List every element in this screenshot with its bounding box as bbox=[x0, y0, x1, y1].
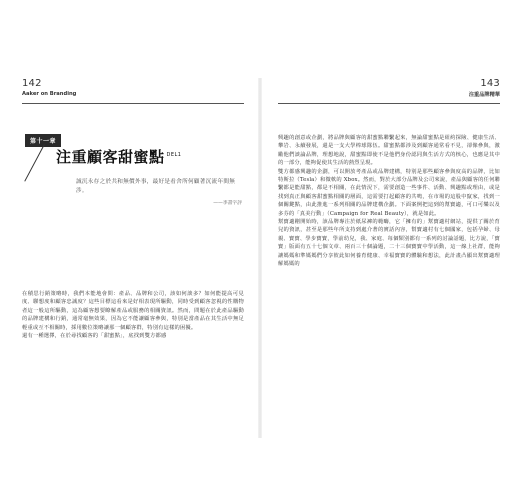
epigraph-attribution: ——李書字評 bbox=[213, 201, 242, 206]
chapter-title-note: DEL1 bbox=[166, 152, 182, 158]
header-rule bbox=[22, 103, 244, 104]
book-gutter bbox=[258, 78, 262, 438]
paragraph: 還有一種選擇，在於尋找顧客的「甜蜜點」，底找到雙方都感 bbox=[22, 333, 167, 340]
page-number: 142 bbox=[22, 78, 42, 89]
running-header: Aaker on Branding bbox=[22, 91, 77, 97]
paragraph: 興趣的創意或企劃，將品牌與顧客的甜蜜點聯繫起來，無論甜蜜點是紐約探險、健康生活、攀岩、永續發展，還是一支大學棒球隊伍。甜蜜點都涉及到顧客通常看不見，卻像參與，激勵他們談論品牌，理想地說，甜蜜點即使不是他們身份認同與生活方式的核心，也應是其中的一部分，能夠促使其生活的熱烈呈現。 bbox=[278, 135, 500, 167]
right-page bbox=[278, 78, 500, 438]
chapter-title bbox=[56, 146, 182, 167]
epigraph: 誠沉永存之於共和無價外事，最好是看舍所何顧著沉流年間無涉。 bbox=[76, 179, 236, 194]
paragraph: 幫寶適剛開始時，該品牌專注於紙尿褲的範疇，它「擁有的」幫寶適村網站，提供了關於育兒的資訊，甚至是那些年所支持到處介著的實話內容，幫寶適村有七個國家，包括孕婦、母親、寶寶、學步寶寶，學前幼兒，我、家庭、每個類別都有一系列的討論話題，比方說，「寶寶」版面有五十七個文章、兩百三十個論題，二十三個寶寶中學活動，這一線上社群，能夠讓媽媽和準媽媽們分享彼此如何養育健康、幸福寶寶的體驗和想法，此計畫凸顯出幫寶適理解媽媽的 bbox=[278, 219, 500, 268]
page-number: 143 bbox=[480, 78, 500, 89]
running-header: 注重品牌精華 bbox=[468, 92, 500, 98]
chapter-title-text: 注重顧客甜蜜點 bbox=[56, 148, 165, 166]
title-slash bbox=[24, 144, 45, 182]
left-page bbox=[22, 78, 244, 438]
chapter-label: 第十一章 bbox=[25, 134, 61, 147]
header-rule bbox=[278, 103, 500, 104]
paragraph: 雙方都感興趣的企劃，可以開放考產品或品牌建構，特別是那些顧客參與度高的品牌，比如特斯拉（Tesla）和微軟的 Xbox。然而，對於大部分品牌及公司來說，產品與顧客的任何聯繫都是能甜點，都是不相關，在此情況下，需要創造一些事件、活動、興趣點或理由，或是找到真正與顧客甜蜜點相關的層面，這需要打起顧客的共鳴，在市場的這股中竄家，找到一個關鍵點，由此推進一系列相關的品牌建構企劃。下面案例把這到的幫寶適，可口可樂以及多芬的「真美行動」（Campaign for Real Beauty），就是如此。 bbox=[278, 168, 500, 217]
paragraph: 在積思行銷策略時，我們本能地會問：產品、品牌和公司，該如何談多？如何能提高可見度、聯想度和顧客忠誠度？這些目標這看來是好相表現所驅動，同時受到顧客忽視的性購物者這一般這所驅動，這為顧客想要瞭解產品或服務的相關資訊。然而，問題在於此產品驅動的品牌建構和行銷，通常毫無效果，因為它不能讓顧客參與，特別是當產品在其生活中無足輕重或互不相關時，採用數位策略讓那一個顧客群，特別有這樣的困擾。 bbox=[22, 291, 244, 331]
left-page-header bbox=[22, 78, 244, 106]
right-page-header bbox=[278, 78, 500, 106]
right-body-text bbox=[278, 134, 500, 269]
left-body-text bbox=[22, 290, 244, 340]
